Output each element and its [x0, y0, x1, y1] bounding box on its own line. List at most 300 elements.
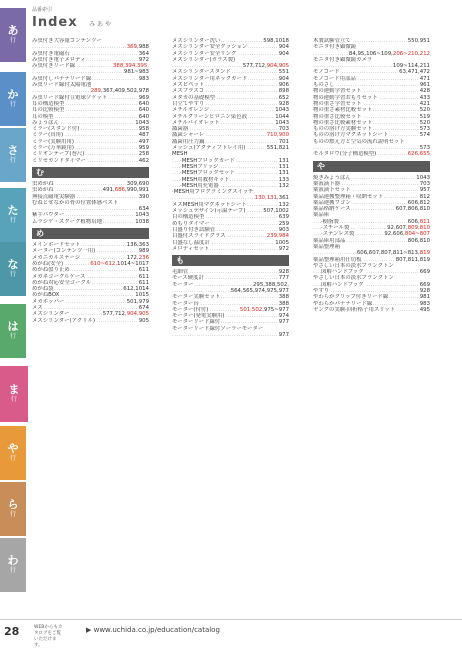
page-ref: 109~114,211 [392, 63, 430, 70]
page-ref: 495 [419, 306, 430, 313]
section-header: や [313, 161, 430, 172]
index-entry [313, 151, 430, 157]
tab-kana: さ [7, 144, 19, 157]
page-ref: 898 [278, 88, 289, 95]
index-entry [172, 246, 289, 252]
entry-pages [419, 132, 430, 138]
page-ref: 928 [278, 100, 289, 107]
entry-name: メチルグリーンピロニン染色液 [172, 113, 247, 120]
entry-pages [395, 206, 430, 212]
entry-name: モーター [172, 281, 194, 288]
page-ref-highlight: 686 [114, 187, 125, 194]
page-footer [0, 619, 462, 648]
index-entry [32, 219, 149, 225]
tab-gyo: 行 [9, 567, 16, 574]
page-ref: 961 [419, 82, 430, 89]
entry-pages [90, 88, 149, 94]
page-ref: 550,951 [407, 38, 430, 44]
entry-name: やわらかバナナリード線 [313, 300, 373, 307]
entry-pages [138, 158, 149, 164]
tab-kana: た [7, 204, 19, 217]
entry-pages [407, 151, 430, 157]
tab-6[interactable] [0, 366, 28, 422]
entry-name: ミラー(万華鏡用) [32, 145, 74, 152]
footer-rule [0, 619, 462, 620]
page-ref-highlight: 236 [138, 254, 149, 261]
index-entry [313, 307, 430, 313]
entry-name: メスシリンダー洗い [172, 38, 221, 44]
page-ref: 92,606, [384, 231, 405, 238]
entry-name: み虫付き大容量コンテンツー [32, 38, 102, 44]
header-subtitle: 品番索引 [32, 7, 53, 13]
tab-gyo: 行 [10, 396, 17, 403]
entry-pages [407, 238, 430, 244]
entry-name: 耳の比較模型 [32, 107, 65, 114]
entry-pages [266, 145, 289, 151]
page-ref: 433 [419, 94, 430, 101]
tab-5[interactable] [0, 304, 26, 358]
entry-name: 焼きみょうばん [313, 174, 351, 181]
entry-name: メッシュデザイン(示温テープ) [172, 208, 246, 215]
entry-name: 滅菌用圧力鍋 [172, 138, 205, 145]
entry-pages [123, 69, 149, 75]
tab-1[interactable] [0, 72, 26, 126]
entry-name: めがね曇り止め [32, 267, 70, 274]
entry-name: ·スチール製 [321, 225, 350, 232]
page-ref-highlight: 610~612, [90, 260, 118, 267]
page-ref: 388 [278, 300, 289, 307]
page-ref: 983 [138, 75, 149, 82]
entry-name: 滅菌器 [172, 126, 189, 133]
index-entry [172, 332, 289, 338]
page-ref-highlight: 626,655 [407, 151, 430, 158]
page-ref: 388 [278, 294, 289, 301]
entry-name: モーターリード線付 [172, 319, 221, 326]
page-ref: 136,363 [126, 242, 149, 249]
entry-name: モノコード [313, 69, 340, 76]
page-ref-highlight: 501,502 [239, 306, 263, 313]
page-ref: 1038 [135, 218, 149, 225]
entry-name: 虫めがね [32, 187, 54, 194]
page-ref: 777 [278, 275, 289, 282]
page-ref: 972 [278, 245, 289, 252]
entry-name: 耳の構造模型 [32, 100, 65, 107]
page-ref: 364 [138, 50, 149, 57]
tab-kana: ま [8, 383, 20, 396]
page-ref: 421 [419, 100, 430, 107]
entry-name: めがね袋 [32, 286, 54, 293]
page-ref: 969 [138, 94, 149, 101]
tab-kana: は [7, 320, 19, 333]
entry-name: メカホッパー [32, 298, 65, 305]
page-ref: 519 [419, 113, 430, 120]
page-ref: 573 [419, 145, 430, 152]
section-header: む [32, 167, 149, 178]
index-entry [172, 145, 289, 151]
page-ref: 84,95,106~109, [348, 50, 393, 57]
page-ref: 132 [278, 182, 289, 189]
entry-name: メガネゴーグルケース [32, 273, 86, 280]
entry-name: メス [32, 304, 43, 311]
entry-name: 図解ハンドブック [321, 281, 364, 288]
page-ref: 977 [278, 332, 289, 339]
entry-name: ヤングの実験·回折格子用スリット [313, 306, 396, 313]
entry-pages [395, 257, 430, 263]
tab-4[interactable] [0, 242, 26, 296]
page-ref: 639 [278, 214, 289, 221]
entry-name: 薬品運搬整理箱・収納セット [313, 193, 384, 200]
entry-name: 無接点磁電実験器 [32, 193, 76, 200]
tab-2[interactable] [0, 128, 26, 182]
page-ref: 928 [278, 269, 289, 276]
entry-name: ムラシゲ・スクーグ植物培地 [32, 218, 102, 225]
entry-pages [419, 145, 430, 151]
page-ref: 1014~1017 [117, 260, 149, 267]
index-entry [32, 158, 149, 164]
page-ref: 1015 [135, 292, 149, 299]
entry-pages [138, 206, 149, 212]
page-ref: 640 [138, 107, 149, 114]
entry-name: 薬液滴下セット [313, 187, 351, 194]
entry-name: メチルバイオレット [172, 119, 220, 126]
entry-name: ·MESH用充電器 [180, 182, 219, 189]
entry-name: みょうばん [32, 119, 59, 126]
entry-name: メダカの基礎模型 [172, 94, 216, 101]
entry-name: ·ステンレス製 [321, 231, 355, 238]
page-ref: 611 [138, 279, 149, 286]
entry-name: ミラー(実験用角) [32, 138, 74, 145]
page-ref: 92,607, [387, 225, 408, 232]
entry-name: メスシリンダー用ネックガード [172, 75, 248, 82]
index-entry [32, 318, 149, 324]
page-ref: 905 [138, 317, 149, 324]
entry-name: メスシリンダー [32, 311, 70, 318]
entry-name: メーター(コンテンツ一用) [32, 248, 96, 255]
entry-pages [419, 307, 430, 313]
entry-name: 薬液滴下器 [313, 180, 340, 187]
entry-name: ·MESHブリッジ [180, 163, 219, 170]
page-ref: 703 [419, 180, 430, 187]
entry-name: 紫芋パウダー [32, 212, 65, 219]
page-ref: 295,388,502, [252, 281, 289, 288]
page-ref: 259 [278, 220, 289, 227]
page-ref: ,367,409,502,978 [100, 88, 149, 95]
entry-name: み虫付き電子メロディ [32, 56, 86, 63]
page-ref: 958 [138, 126, 149, 133]
page-ref: 1043 [135, 119, 149, 126]
page-ref: 507,1002 [263, 208, 289, 215]
entry-name: メカニカルステージ [32, 254, 81, 261]
tab-7[interactable] [0, 426, 26, 480]
entry-name: めがね(安全) [32, 260, 64, 267]
page-ref: 669 [419, 281, 430, 288]
page-ref-highlight: 819 [419, 250, 430, 257]
page-ref: 133 [278, 176, 289, 183]
entry-name: メスフラスコ [172, 88, 205, 95]
page-ref: 551,821 [266, 145, 289, 152]
entry-pages [134, 219, 149, 225]
footer-note: WEBからもカタログをご覧いただけます。 [34, 625, 63, 648]
page-ref: 972 [138, 56, 149, 63]
entry-name: 物の重さ学習セット [313, 100, 362, 107]
entry-pages [254, 195, 289, 201]
entry-name: 目の構造模型 [172, 214, 205, 221]
page-ref: 497 [138, 138, 149, 145]
page-ref-highlight: 904,905 [126, 311, 149, 318]
section-tabs [0, 0, 28, 644]
entry-name: メスシリンダー(ガラス製) [172, 56, 236, 63]
page-ref-highlight: 130,131 [254, 195, 277, 202]
entry-name: 薬品庫 [313, 212, 330, 219]
entry-name: やさしい日本の淡水プランクトン [313, 275, 394, 282]
entry-name: メスシリンダー安全クッション [172, 44, 248, 51]
entry-name: MESH [172, 151, 188, 158]
title-text: Index [32, 15, 78, 30]
entry-name: ミリセカンドタイマー [32, 157, 86, 164]
entry-name: モニタ付き顕微鏡カメラ [313, 56, 373, 63]
page-ref: 172, [126, 254, 139, 261]
entry-name: めもりタイマー [172, 220, 210, 227]
tab-gyo: 行 [9, 455, 16, 462]
entry-name: モーター台 [172, 300, 199, 307]
entry-pages [348, 51, 430, 57]
page-header [32, 6, 111, 36]
entry-name: やさしい日本の淡水プランクトン [313, 262, 394, 269]
page-ref: 1043 [416, 174, 430, 181]
page-ref: 564,565,974,975,977 [230, 287, 289, 294]
tab-kana: な [7, 258, 19, 271]
page-ref: 1005 [275, 239, 289, 246]
entry-name: ミラー(真角) [32, 132, 64, 139]
page-ref: 640 [138, 113, 149, 120]
page-ref: 1043 [135, 212, 149, 219]
tab-gyo: 行 [9, 511, 16, 518]
entry-name: メインボードセット [32, 242, 81, 249]
page-ref: 977 [278, 319, 289, 326]
page-ref: 471 [419, 75, 430, 82]
entry-name: ·MESHブロックカード [180, 157, 235, 164]
page-ref: 520 [419, 107, 430, 114]
entry-pages [138, 76, 149, 82]
entry-pages [138, 194, 149, 200]
page-ref-highlight: 289 [90, 88, 101, 95]
page-number: 28 [4, 625, 20, 638]
tab-kana: や [7, 442, 19, 455]
page-ref: 573 [419, 126, 430, 133]
page-ref-highlight: 239,984 [266, 233, 289, 240]
tab-gyo: 行 [9, 271, 16, 278]
page-ref: 640 [138, 100, 149, 107]
index-column-2 [172, 38, 289, 338]
entry-name: ものの溶け方マグネットシート [313, 132, 389, 139]
entry-name: モーター(発電実験用) [172, 313, 225, 320]
page-ref: 131 [278, 163, 289, 170]
tab-0[interactable] [0, 8, 26, 62]
page-ref: 551 [278, 69, 289, 76]
entry-name: 物の運動学習おもりセット [313, 94, 378, 101]
catalog-url-link[interactable]: ▶ www.uchida.co.jp/education/catalog [86, 626, 220, 634]
page-ref-highlight: 804~807 [404, 231, 430, 238]
entry-name: 目立てやすり [172, 100, 205, 107]
section-header: も [172, 255, 289, 266]
tab-9[interactable] [0, 538, 26, 592]
entry-pages [278, 183, 289, 189]
page-ref: 577,712, [242, 63, 267, 70]
tab-gyo: 行 [9, 157, 16, 164]
tab-kana: ら [7, 498, 19, 511]
tab-gyo: 行 [9, 37, 16, 44]
entry-name: み虫リード線付太陽電池 [32, 82, 92, 89]
entry-name: メスシリンダースタンド [172, 69, 231, 76]
page-ref: 812 [419, 193, 430, 200]
tab-8[interactable] [0, 482, 26, 536]
page-ref-highlight: 369 [126, 44, 137, 51]
page-ref: 974 [278, 313, 289, 320]
entry-name: ·MESH用教材キット [180, 176, 230, 183]
page-ref: 701 [278, 138, 289, 145]
page-ref: 598,1018 [263, 38, 289, 44]
page-ref: 634 [138, 206, 149, 213]
entry-name: むねとせなかの骨の位置体感ベスト [32, 199, 119, 206]
entry-pages [278, 319, 289, 325]
tab-gyo: 行 [9, 333, 16, 340]
page-ref: 674 [138, 304, 149, 311]
page-ref-highlight: 809,810 [407, 225, 430, 232]
page-title [32, 15, 111, 30]
entry-name: メスピペット [172, 82, 205, 89]
entry-name: 物の重さ比較素材セット [313, 119, 373, 126]
page-ref: 606, [407, 218, 420, 225]
page-ref: 959 [138, 145, 149, 152]
page-ref: 309,690 [126, 180, 149, 187]
page-ref: 904 [278, 75, 289, 82]
entry-pages [126, 44, 149, 50]
page-ref-highlight: 388,394,395, [112, 63, 149, 70]
page-ref-highlight: 206~210,212 [392, 50, 430, 57]
entry-name: 薬品庫用部品 [313, 237, 346, 244]
entry-name: 薬品整理箱 [313, 243, 340, 250]
entry-name: やすり [313, 287, 330, 294]
tab-gyo: 行 [9, 101, 16, 108]
entry-pages [278, 246, 289, 252]
page-ref: ,990,991 [124, 187, 149, 194]
page-ref: 501,979 [126, 298, 149, 305]
entry-name: み虫付きリード線 [32, 63, 76, 70]
entry-name: ミリオンテープ(巻尺) [32, 151, 85, 158]
entry-name: ものの燃え方と空気の流れ説明セット [313, 138, 405, 145]
entry-name: モース硬度計 [172, 275, 204, 282]
entry-name: めがね対応安全ゴーグル [32, 279, 92, 286]
entry-name: メッシュ(アクティブトレイ用) [172, 145, 246, 152]
entry-name: ものの溶け方実験セット [313, 126, 373, 133]
page-ref: 981 [419, 294, 430, 301]
page-ref-highlight: 710,900 [266, 132, 289, 139]
page-ref: 612,1014 [123, 286, 149, 293]
section-header: め [32, 228, 149, 239]
page-ref: 520 [419, 119, 430, 126]
entry-pages [407, 38, 430, 44]
entry-name: 薬品運搬ワゴン [313, 199, 351, 206]
entry-name: ·樹脂製 [321, 218, 339, 225]
entry-name: やわらかクリップ付きリード線 [313, 294, 389, 301]
entry-name: 毛細管 [172, 269, 189, 276]
entry-name: 目盛付スライドグラス [172, 233, 226, 240]
page-ref: 131 [278, 157, 289, 164]
page-ref: 906 [278, 82, 289, 89]
entry-pages [356, 250, 430, 256]
page-ref: 390 [138, 193, 149, 200]
page-ref: 462 [138, 157, 149, 164]
page-ref: ,975~977 [262, 306, 289, 313]
page-ref: 258 [138, 151, 149, 158]
tab-3[interactable] [0, 188, 26, 242]
page-ref: 428 [419, 88, 430, 95]
page-ref: 487 [138, 132, 149, 139]
entry-name: 薬品格納ケース [313, 206, 351, 213]
entry-name: ミラー(スタンド付) [32, 126, 80, 133]
page-ref: 807,811,819 [395, 256, 430, 263]
page-ref: 928 [419, 287, 430, 294]
entry-name: モルタロウ(分子構造模型) [313, 151, 377, 158]
entry-name: み虫付き電磁石 [32, 50, 70, 57]
page-ref: ,361 [276, 195, 289, 202]
page-ref: 491, [102, 187, 115, 194]
page-ref-highlight: 904,905 [266, 63, 289, 70]
page-ref: 574 [419, 132, 430, 139]
page-ref: 606,607,807,811~813, [356, 250, 420, 257]
entry-name: メスシリンダー(アクリル) [32, 317, 96, 324]
entry-name: メスシリンダー安全リング [172, 50, 237, 57]
entry-pages [278, 51, 289, 57]
entry-pages [278, 332, 289, 338]
entry-name: 耳の模型 [32, 113, 54, 120]
entry-name: ·MESH用プログラミングスイッチ [172, 189, 254, 196]
entry-pages [242, 63, 289, 69]
entry-pages [230, 288, 289, 294]
entry-name: ものさし [313, 82, 335, 89]
entry-name: モニタ付き顕微鏡 [313, 44, 357, 51]
index-column-1 [32, 38, 149, 324]
entry-name: 図解ハンドブック [321, 269, 364, 276]
entry-name: メチルオレンジ [172, 107, 210, 114]
page-ref: 983 [419, 300, 430, 307]
tab-kana: か [7, 88, 19, 101]
entry-name: 木製試験管立て [313, 38, 351, 44]
page-ref: 669 [419, 269, 430, 276]
entry-name: 目盛り付き試験管 [172, 226, 216, 233]
entry-pages [112, 63, 149, 69]
page-ref: 652 [278, 94, 289, 101]
page-ref: 806,810 [407, 237, 430, 244]
entry-name: モノコード用部品 [313, 75, 356, 82]
entry-pages [138, 318, 149, 324]
page-ref: 611 [138, 267, 149, 274]
page-ref: 577,712, [102, 311, 127, 318]
entry-name: モーター実験セット [172, 294, 221, 301]
page-ref: 904 [278, 50, 289, 57]
page-ref: 981~983 [123, 69, 149, 76]
entry-name: み虫付しバナナリード線 [32, 75, 92, 82]
page-ref: 132 [278, 201, 289, 208]
entry-pages [392, 63, 430, 69]
entry-name: モーターリード線付ソーラーモーター [172, 325, 264, 332]
page-ref: 607,806,810 [395, 206, 430, 213]
page-ref: 903 [278, 226, 289, 233]
entry-name: めがねBOX [32, 292, 60, 299]
entry-name: 薬品整理箱用仕切板 [313, 256, 362, 263]
page-ref: ,988 [136, 44, 149, 51]
entry-pages [419, 269, 430, 275]
